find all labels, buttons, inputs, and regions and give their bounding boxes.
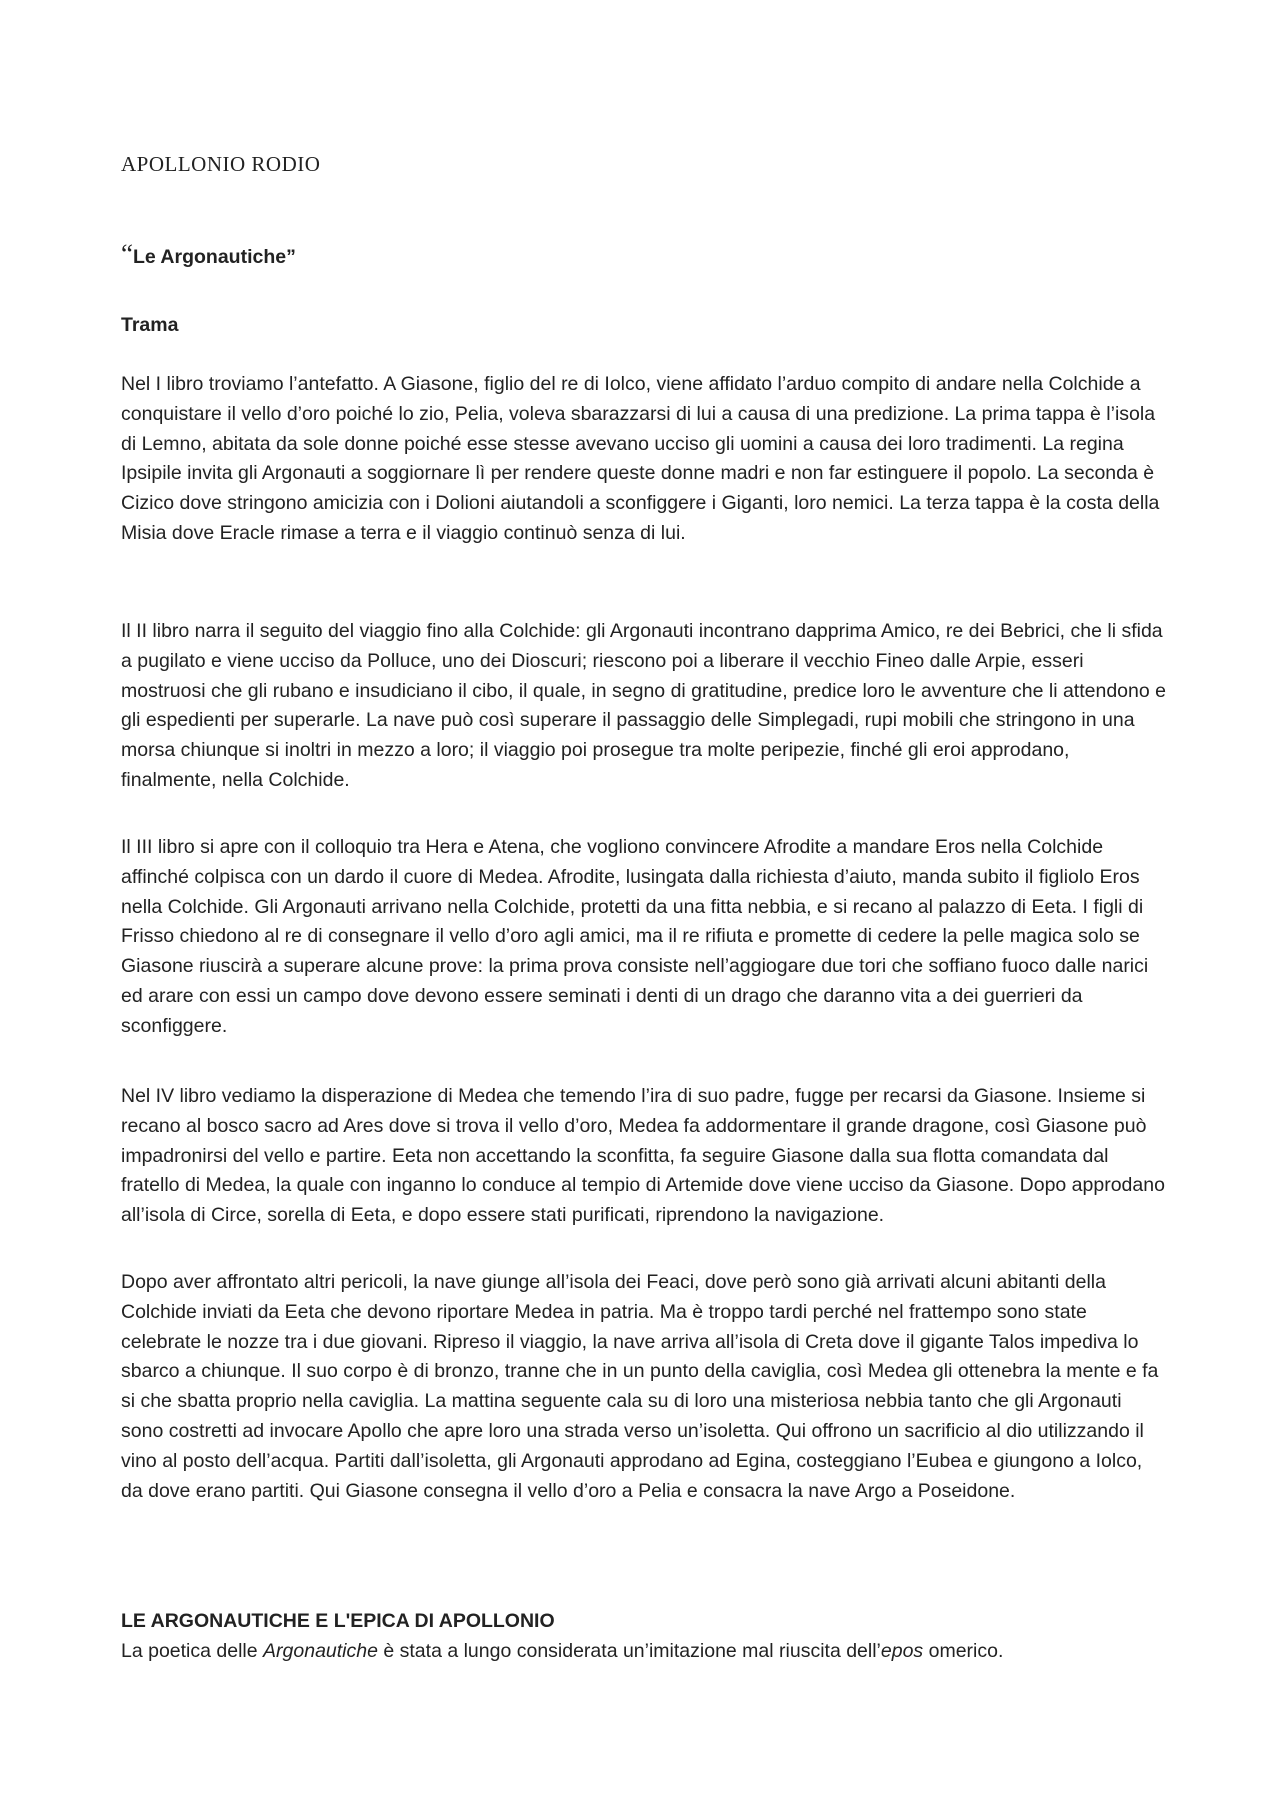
italic-segment: epos: [880, 1640, 924, 1662]
paragraph-book-4: Nel IV libro vediamo la disperazione di Medea che temendo l’ira di suo padre, fugge per recarsi da Giasone. Insieme si recano al bosco sacro ad Ares dove si trova il vello d’oro, Medea fa addormentare il grande dragone, così Giasone può impadronirsi del vello e partire. Eeta non accettando la sconfitta, fa seguire Giasone dalla sua flotta comandata dal fratello di Medea, la quale con inganno lo conduce al tempio di Artemide dove viene ucciso da Giasone. Dopo approdano all’isola di Circe, sorella di Eeta, e dopo essere stati purificati, riprendono la navigazione.: [121, 1085, 1165, 1227]
author-heading: APOLLONIO RODIO: [121, 152, 321, 176]
close-quote: ”: [286, 246, 296, 268]
text-segment: omerico.: [923, 1640, 1004, 1662]
section-heading-epica: LE ARGONAUTICHE E L'EPICA DI APOLLONIO: [121, 1610, 555, 1632]
paragraph-book-3: Il III libro si apre con il colloquio tra Hera e Atena, che vogliono convincere Afrodite a mandare Eros nella Colchide affinché colpisca con un dardo il cuore di Medea. Afrodite, lusingata dalla richiesta d’aiuto, manda subito il figliolo Eros nella Colchide. Gli Argonauti arrivano nella Colchide, protetti da una fitta nebbia, e si recano al palazzo di Eeta. I figli di Frisso chiedono al re di consegnare il vello d’oro agli amici, ma il re rifiuta e promette di cedere la pelle magica solo se Giasone riuscirà a superare alcune prove: la prima prova consiste nell’aggiogare due tori che soffiano fuoco dalle narici ed arare con essi un campo dove devono essere seminati i denti di un drago che daranno vita a dei guerrieri da sconfiggere.: [121, 836, 1149, 1037]
text-segment: è stata a lungo considerata un’imitazione mal riuscita dell’: [377, 1640, 881, 1662]
paragraph-poetica: [121, 1637, 1003, 1667]
work-title: [121, 240, 296, 273]
work-title-text: Le Argonautiche: [132, 246, 287, 268]
open-quote: “: [121, 239, 133, 269]
italic-segment: Argonautiche: [263, 1640, 378, 1662]
paragraph-book-1: Nel I libro troviamo l’antefatto. A Giasone, figlio del re di Iolco, viene affidato l’arduo compito di andare nella Colchide a conquistare il vello d’oro poiché lo zio, Pelia, voleva sbarazzarsi di lui a causa di una predizione. La prima tappa è l’isola di Lemno, abitata da sole donne poiché esse stesse avevano ucciso gli uomini a causa dei loro tradimenti. La regina Ipsipile invita gli Argonauti a soggiornare lì per rendere queste donne madri e non far estinguere il popolo. La seconda è Cizico dove stringono amicizia con i Dolioni aiutandoli a sconfiggere i Giganti, loro nemici. La terza tappa è la costa della Misia dove Eracle rimase a terra e il viaggio continuò senza di lui.: [121, 373, 1160, 544]
text-segment: La poetica delle: [121, 1640, 264, 1662]
section-heading-trama: Trama: [121, 314, 179, 336]
paragraph-book-2: Il II libro narra il seguito del viaggio fino alla Colchide: gli Argonauti incontrano dapprima Amico, re dei Bebrici, che li sfida a pugilato e viene ucciso da Polluce, uno dei Dioscuri; riescono poi a liberare il vecchio Fineo dalle Arpie, esseri mostruosi che gli rubano e insudiciano il cibo, il quale, in segno di gratitudine, predice loro le avventure che li attendono e gli espedienti per superarle. La nave può così superare il passaggio delle Simplegadi, rupi mobili che stringono in una morsa chiunque si inoltri in mezzo a loro; il viaggio poi prosegue tra molte peripezie, finché gli eroi approdano, finalmente, nella Colchide.: [121, 620, 1166, 791]
paragraph-book-4-continued: Dopo aver affrontato altri pericoli, la nave giunge all’isola dei Feaci, dove però sono già arrivati alcuni abitanti della Colchide inviati da Eeta che devono riportare Medea in patria. Ma è troppo tardi perché nel frattempo sono state celebrate le nozze tra i due giovani. Ripreso il viaggio, la nave arriva all’isola di Creta dove il gigante Talos impediva lo sbarco a chiunque. Il suo corpo è di bronzo, tranne che in un punto della caviglia, così Medea gli ottenebra la mente e fa si che sbatta proprio nella caviglia. La mattina seguente cala su di loro una misteriosa nebbia tanto che gli Argonauti sono costretti ad invocare Apollo che apre loro una strada verso un’isoletta. Qui offrono un sacrificio al dio utilizzando il vino al posto dell’acqua. Partiti dall’isoletta, gli Argonauti approdano ad Egina, costeggiano l’Eubea e giungono a Iolco, da dove erano partiti. Qui Giasone consegna il vello d’oro a Pelia e consacra la nave Argo a Poseidone.: [121, 1271, 1159, 1502]
